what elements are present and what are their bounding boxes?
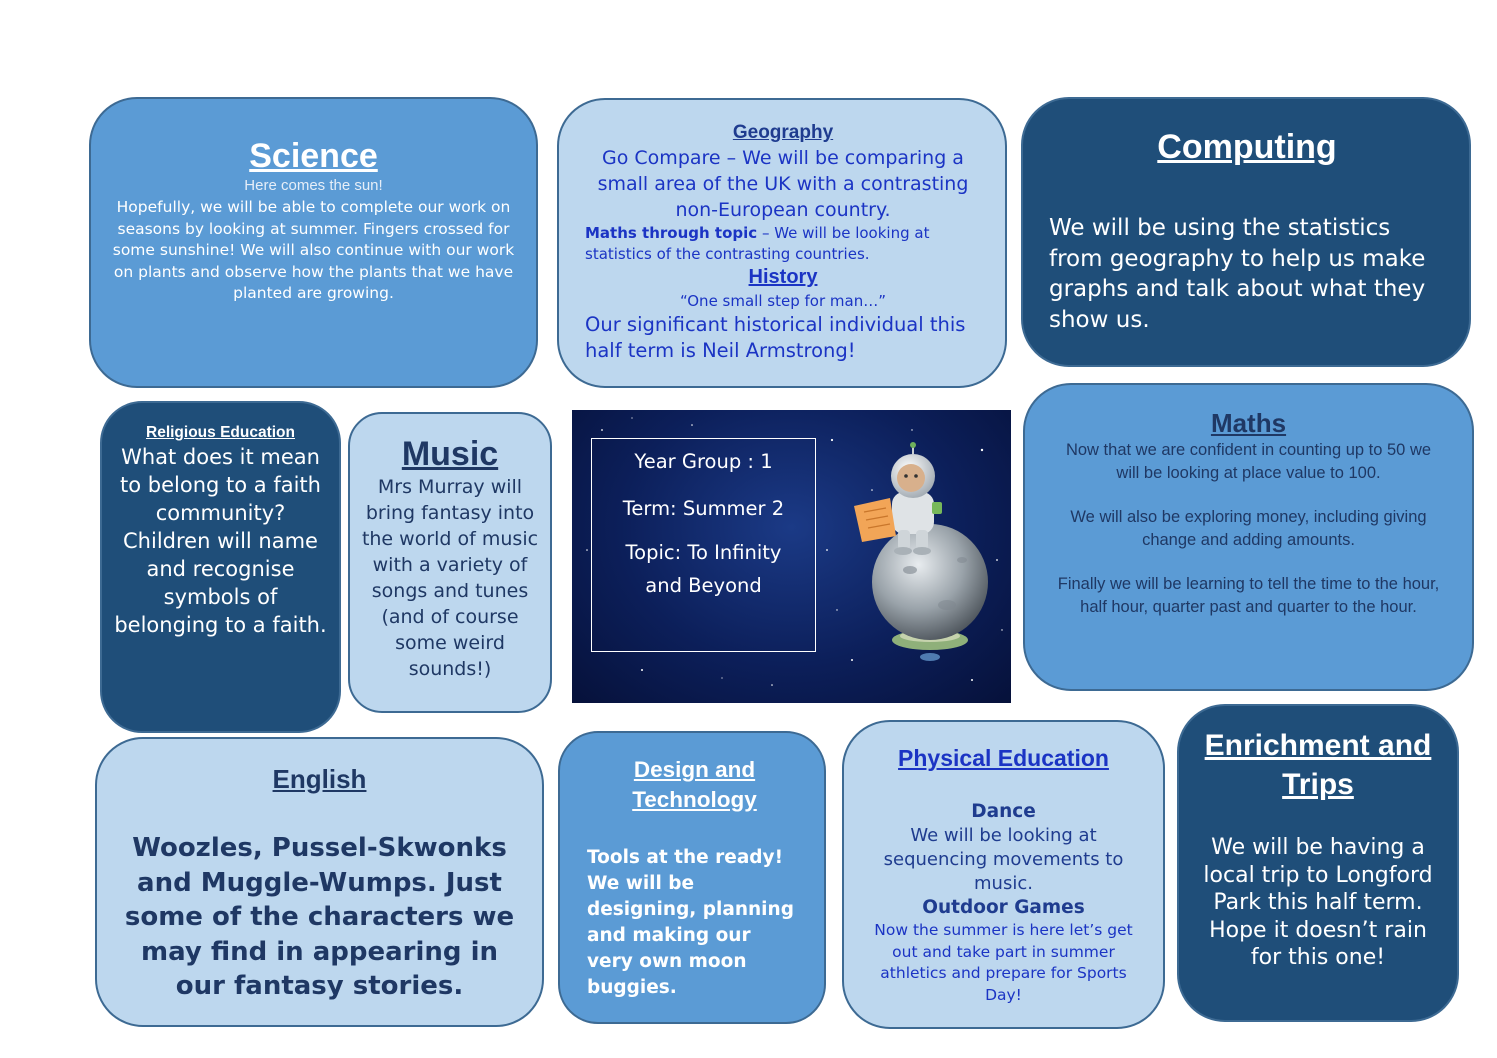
pe-dance-title: Dance: [971, 801, 1036, 822]
maths-paragraph-3: Finally we will be learning to tell the time to the hour, half hour, quarter past and quarter to the hour.: [1057, 575, 1440, 616]
science-body: Hopefully, we will be able to complete our work on seasons by looking at summer. Fingers crossed for some sunshine! We will also continue with our work on plants and observe how the plants that we have planted are growing.: [112, 198, 515, 302]
music-title: Music: [401, 435, 499, 473]
physical-education-panel: [842, 720, 1165, 1029]
enrichment-trips-panel: [1177, 704, 1459, 1022]
geography-title: Geography: [732, 122, 834, 143]
enrichment-title: Enrichment and Trips: [1204, 729, 1432, 801]
english-panel: [95, 737, 544, 1027]
maths-through-topic-text: – We will be looking at statistics of the contrasting countries.: [585, 224, 930, 263]
religious-education-panel: [100, 401, 341, 733]
design-technology-panel: [558, 731, 826, 1024]
computing-body: We will be using the statistics from geography to help us make graphs and talk about what they show us.: [1049, 215, 1426, 333]
topic-info-box: [591, 438, 816, 652]
maths-through-topic-label: Maths through topic: [585, 224, 758, 242]
pe-outdoor-body: Now the summer is here let’s get out and take part in summer athletics and prepare for Sports Day!: [874, 921, 1133, 1004]
pe-spacer: [862, 774, 1145, 800]
music-body: Mrs Murray will bring fantasy into the world of music with a variety of songs and tunes (and of course some weird sounds!): [361, 476, 539, 680]
history-quote: “One small step for man…”: [680, 292, 886, 310]
maths-paragraph-1: Now that we are confident in counting up to 50 we will be looking at place value to 100.: [1065, 441, 1432, 482]
english-body: Woozles, Pussel-Skwonks and Muggle-Wumps. Just some of the characters we may find in appearing in our fantasy stories.: [124, 833, 515, 1001]
re-title: Religious Education: [146, 424, 295, 441]
re-body: What does it mean to belong to a faith community? Children will name and recognise symbols of belonging to a faith.: [114, 445, 327, 637]
maths-spacer: [1053, 551, 1444, 573]
pe-outdoor-title: Outdoor Games: [922, 897, 1085, 918]
science-title: Science: [249, 137, 378, 175]
english-title: English: [272, 764, 367, 794]
computing-panel: [1021, 97, 1471, 367]
maths-panel: [1023, 383, 1474, 691]
history-body: Our significant historical individual this half term is Neil Armstrong!: [585, 313, 966, 362]
geography-body: Go Compare – We will be comparing a small area of the UK with a contrasting non-European country.: [597, 147, 969, 221]
music-panel: [348, 412, 552, 713]
maths-through-topic: [585, 223, 981, 265]
dt-title: Design and Technology: [632, 757, 757, 812]
dt-body: Tools at the ready! We will be designing, planning and making our very own moon buggies.: [587, 847, 794, 998]
topic: Topic: To Infinity and Beyond: [625, 541, 782, 597]
history-title: History: [748, 266, 818, 288]
geography-history-panel: [557, 98, 1007, 388]
maths-paragraph-2: We will also be exploring money, including giving change and adding amounts.: [1070, 508, 1427, 549]
term: Term: Summer 2: [622, 497, 785, 520]
maths-spacer: [1053, 484, 1444, 506]
enrichment-body: We will be having a local trip to Longford Park this half term. Hope it doesn’t rain for this one!: [1203, 835, 1433, 970]
pe-title: Physical Education: [898, 745, 1109, 771]
science-subtitle: Here comes the sun!: [244, 177, 383, 194]
computing-title: Computing: [1157, 128, 1337, 166]
science-panel: [89, 97, 538, 388]
maths-title: Maths: [1210, 408, 1287, 438]
year-group: Year Group : 1: [634, 450, 773, 473]
space-topic-image: [572, 410, 1011, 703]
pe-dance-body: We will be looking at sequencing movements to music.: [883, 825, 1124, 894]
